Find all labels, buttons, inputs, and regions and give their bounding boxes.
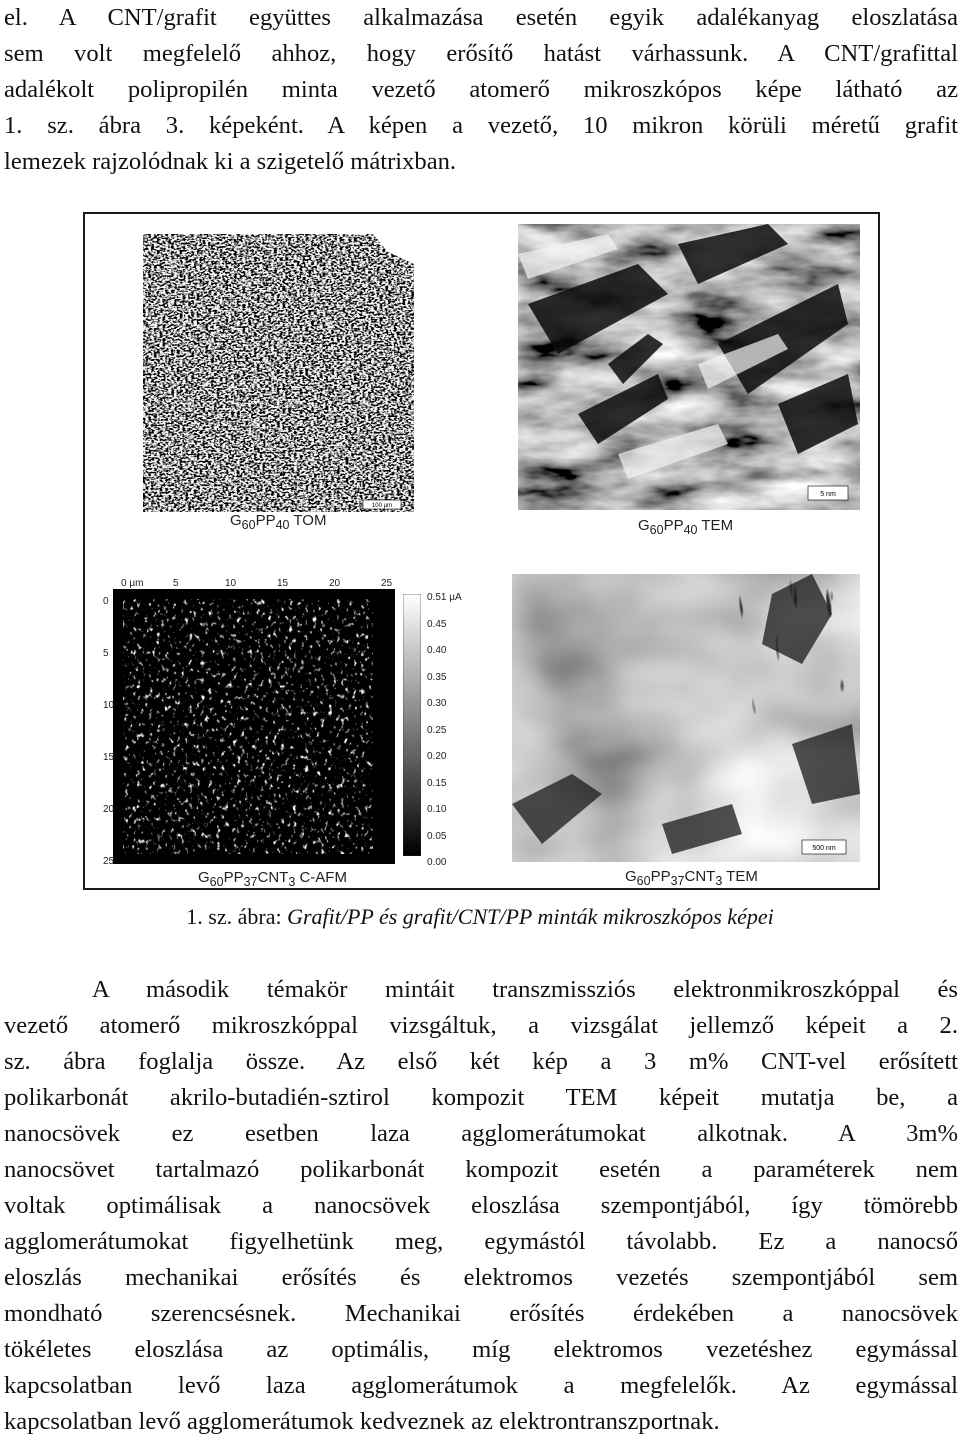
axis-tick-label: 10 — [225, 578, 237, 589]
text-line: agglomerátumokat figyelhetünk meg, egymástól távolabb. Ez a nanocső — [4, 1228, 958, 1255]
panel-label: $G_{60}PP_{40}$ TEM — [638, 517, 734, 537]
axis-tick-label: 0.30 — [427, 698, 447, 709]
text-line: lemezek rajzolódnak ki a szigetelő mátrixban. — [4, 148, 457, 175]
afm-colorbar — [403, 594, 421, 856]
text-line: adalékolt polipropilén minta vezető atomerő mikroszkópos képe látható az — [4, 76, 958, 103]
axis-tick-label: 0.05 — [427, 830, 447, 842]
text-line: polikarbonát akrilo-butadién-sztirol kompozit TEM képeit mutatja be, a — [4, 1084, 958, 1111]
panel-tem-cnt-image — [512, 574, 860, 862]
axis-tick-label: 0.10 — [427, 804, 447, 815]
axis-tick-label: 0.45 — [427, 618, 447, 630]
axis-tick-label: 0 µm — [121, 578, 144, 589]
text-line: nanocsövet tartalmazó polikarbonát kompozit esetén a paraméterek nem — [4, 1156, 958, 1183]
text-line: 1. sz. ábra 3. képeként. A képen a vezető, 10 mikron körüli méretű grafit — [4, 112, 958, 139]
text-line: A második témakör mintáit transzmissziós elektronmikroszkóppal és — [92, 976, 958, 1003]
axis-tick-label: 20 — [103, 804, 115, 815]
paragraph-second-topic — [4, 972, 958, 1440]
axis-tick-label: 0.25 — [427, 724, 447, 736]
axis-tick-label: 15 — [277, 578, 289, 589]
text-line: mondható szerencsésnek. Mechanikai erősítés érdekében a nanocsövek — [4, 1300, 958, 1327]
axis-tick-label: 0.00 — [427, 857, 447, 868]
axis-tick-label: 0.15 — [427, 777, 447, 789]
text-line: voltak optimálisak a nanocsövek eloszlása szempontjából, így tömörebb — [4, 1192, 958, 1219]
text-line: kapcsolatban levő laza agglomerátumok a megfelelők. Az egymással — [4, 1372, 958, 1399]
text-line: sz. ábra foglalja össze. Az első két kép a 3 m% CNT-vel erősített — [4, 1048, 958, 1075]
panel-label: $G_{60}PP_{37}CNT_3$ C-AFM — [198, 869, 347, 889]
microscopy-figure — [83, 212, 880, 890]
axis-tick-label: 20 — [329, 578, 341, 589]
panel-tem-image — [518, 224, 860, 510]
text-line: tökéletes eloszlása az optimális, míg elektromos vezetéshez egymással — [4, 1336, 958, 1363]
panel-cafm-image — [113, 589, 395, 864]
text-line: el. A CNT/grafit együttes alkalmazása esetén egyik adalékanyag eloszlatása — [4, 4, 958, 31]
panel-label: $G_{60}PP_{40}$ TOM — [230, 512, 327, 532]
caption-lead: 1. sz. ábra: — [186, 904, 282, 929]
axis-tick-label: 25 — [103, 856, 115, 867]
axis-tick-label: 0.35 — [427, 671, 447, 683]
paragraph-intro — [4, 0, 958, 180]
axis-tick-label: 0.20 — [427, 751, 447, 762]
text-line: eloszlás mechanikai erősítés és elektromos vezetés szempontjából sem — [4, 1264, 958, 1291]
scalebar-label: 500 nm — [812, 845, 836, 852]
caption-text: Grafit/PP és grafit/CNT/PP minták mikroszkópos képei — [281, 904, 774, 929]
axis-tick-label: 0.40 — [427, 645, 447, 656]
text-line: sem volt megfelelő ahhoz, hogy erősítő hatást várhassunk. A CNT/grafittal — [4, 40, 958, 67]
axis-tick-label: 0 — [103, 596, 109, 607]
axis-tick-label: 5 — [173, 578, 179, 589]
text-line: nanocsövek ez esetben laza agglomerátumokat alkotnak. A 3m% — [4, 1120, 958, 1147]
panel-tom-image — [143, 234, 414, 512]
scalebar-label: 100 µm — [371, 503, 393, 509]
axis-tick-label: 5 — [103, 648, 109, 659]
figure-caption — [0, 902, 960, 932]
scalebar-label: 5 nm — [820, 491, 836, 498]
axis-tick-label: 15 — [103, 752, 115, 763]
text-line: kapcsolatban levő agglomerátumok kedveznek az elektrontranszportnak. — [4, 1408, 720, 1435]
axis-tick-label: 0.51 µA — [427, 592, 462, 603]
axis-tick-label: 25 — [381, 578, 393, 589]
text-line: vezető atomerő mikroszkóppal vizsgáltuk, a vizsgálat jellemző képeit a 2. — [4, 1012, 958, 1039]
axis-tick-label: 10 — [103, 700, 115, 711]
panel-label: $G_{60}PP_{37}CNT_3$ TEM — [625, 868, 758, 888]
